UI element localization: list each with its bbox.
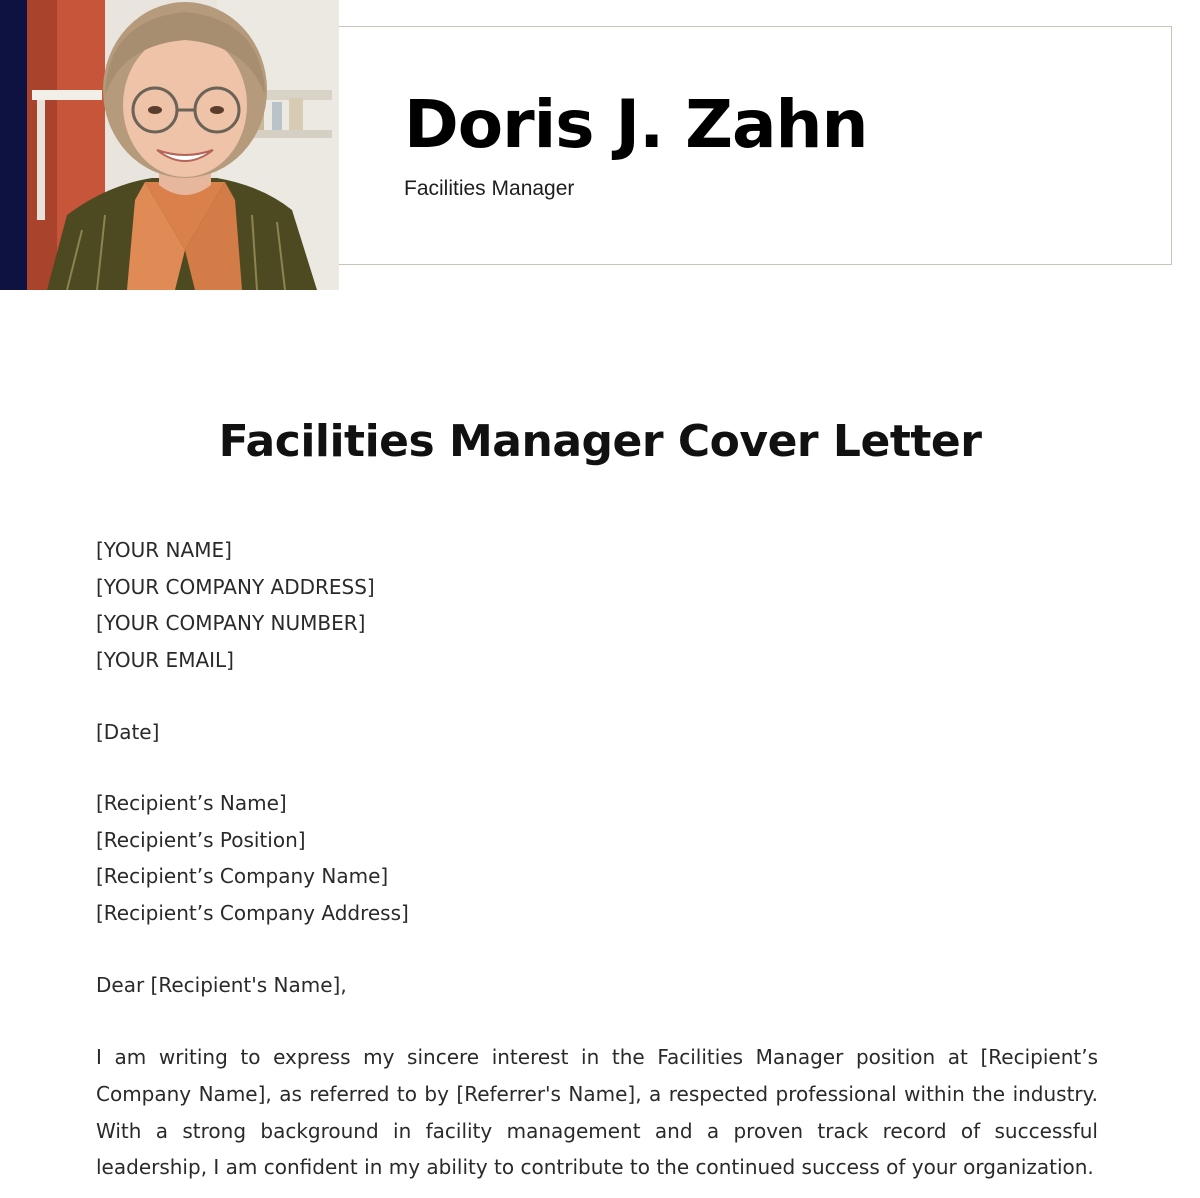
salutation [96,967,347,1004]
sender-email: [YOUR EMAIL] [96,647,234,672]
profile-photo [27,0,339,290]
recipient-company-address: [Recipient’s Company Address] [96,900,409,925]
recipient-block [96,785,409,931]
sender-address: [YOUR COMPANY ADDRESS] [96,574,375,599]
person-name: Doris J. Zahn [404,86,868,163]
recipient-name: [Recipient’s Name] [96,791,287,815]
document-title: Facilities Manager Cover Letter [218,416,982,467]
recipient-position: [Recipient’s Position] [96,827,306,852]
sender-name: [YOUR NAME] [96,538,232,562]
date-block [96,714,159,751]
sender-block [96,532,375,678]
sender-number: [YOUR COMPANY NUMBER] [96,611,366,635]
person-job-title: Facilities Manager [404,177,575,200]
body-paragraph: I am writing to express my sincere interest in the Facilities Manager position at [Recipient’s Company Name], as referred to by [Referrer's Name], a respected professional within the industry. With a strong background in facility management and a proven track record of successful leadership, I am confident in my ability to contribute to the continued success of your organization. [96,1045,1098,1180]
letter-date: [Date] [96,720,160,744]
recipient-company-name: [Recipient’s Company Name] [96,864,389,888]
accent-bar [0,0,27,290]
salutation-text: Dear [Recipient's Name], [96,973,347,997]
